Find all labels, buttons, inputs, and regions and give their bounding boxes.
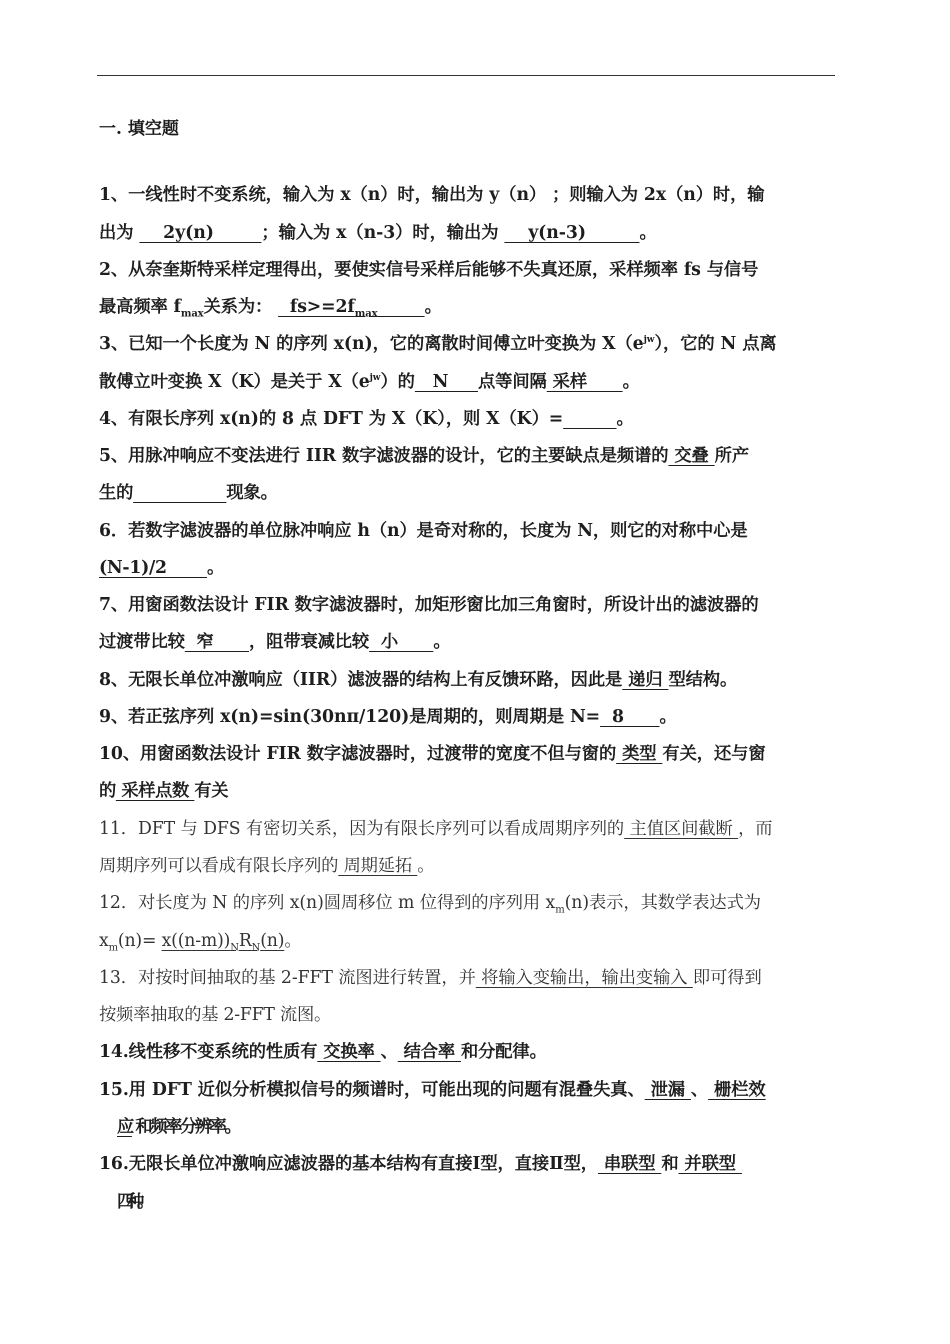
q3-text-c: 散傅立叶变换 X（K）是关于 X（e (99, 372, 370, 392)
q5-answer-1: 交叠 (668, 446, 715, 466)
q15-answer-2a: 栅栏效 (708, 1080, 766, 1100)
q5-line-1 (99, 443, 839, 469)
q7-text-d: 。 (433, 632, 451, 652)
q4-answer (563, 409, 616, 429)
q15-text-c: 和频率分辨率。 (135, 1117, 240, 1137)
q6-line-2 (99, 555, 839, 581)
q8-text-b: 型结构。 (668, 670, 738, 690)
q2-line-1 (99, 257, 839, 283)
q9-line-1 (99, 704, 839, 730)
q7-answer-2: 小 (369, 632, 434, 652)
q9-answer: 8 (600, 707, 660, 727)
q1-answer-2: y(n-3) (504, 223, 640, 243)
q16-line-2 (117, 1189, 857, 1215)
q12-text-d: (n)= (117, 931, 157, 951)
q2-answer-text: fs>=2f (278, 297, 355, 317)
q6-answer: (N-1)/2 (99, 558, 208, 578)
q1-text-c: ；输入为 x（n-3）时，输出为 (261, 223, 499, 243)
q16-line-1 (99, 1151, 839, 1177)
q2-answer-blank (377, 297, 424, 317)
q11-line-1 (99, 816, 839, 842)
q5-text-c: 生的 (99, 483, 134, 503)
q16-answer-2: 并联型 (678, 1154, 742, 1174)
q13-text-c: 按频率抽取的基 2-FFT 流图。 (99, 1005, 332, 1025)
header-rule (97, 75, 835, 76)
q1-text: 1、一线性时不变系统，输入为 x（n）时，输出为 y（n） ；则输入为 2x（n）时，输 (99, 185, 765, 205)
q10-text-d: 有关 (194, 781, 229, 801)
q2-subscript: max (180, 308, 204, 320)
q14-answer-1: 交换率 (317, 1042, 381, 1062)
q11-text-b: ，而 (738, 819, 773, 839)
q10-line-1 (99, 741, 839, 767)
q2-answer-subscript: max (354, 308, 378, 320)
q12-text: 12．对长度为 N 的序列 x(n)圆周移位 m 位得到的序列用 x (99, 893, 556, 913)
q2-text: 2、从奈奎斯特采样定理得出，要使实信号采样后能够不失真还原，采样频率 fs 与信号 (99, 260, 759, 280)
q13-line-1 (99, 965, 839, 991)
q7-answer-1: 窄 (184, 632, 250, 652)
q12-text-c: x (99, 931, 109, 951)
q15-answer-1: 泄漏 (644, 1080, 691, 1100)
q14-text-b: 、 (380, 1042, 398, 1062)
q10-answer-1: 类型 (616, 744, 663, 764)
q15-text-b: 、 (690, 1080, 709, 1100)
q11-text: 11．DFT 与 DFS 有密切关系，因为有限长序列可以看成周期序列的 (99, 819, 625, 839)
q12-answer-sub-2: N (251, 942, 261, 954)
q8-text: 8、无限长单位冲激响应（IIR）滤波器的结构上有反馈环路，因此是 (99, 670, 623, 690)
q14-answer-2: 结合率 (397, 1042, 461, 1062)
q15-line-2 (117, 1114, 857, 1140)
q12-subscript-1: m (555, 904, 565, 916)
q10-text-c: 的 (99, 781, 116, 801)
q15-answer-2b: 应 (117, 1117, 132, 1137)
q5-line-2 (99, 480, 839, 506)
q13-answer: 将输入变输出，输出变输入 (475, 968, 693, 988)
q7-line-1 (99, 592, 839, 618)
q8-answer: 递归 (622, 670, 669, 690)
q3-text-e: 点等间隔 (477, 372, 547, 392)
q12-text-b: (n)表示，其数学表达式为 (564, 893, 761, 913)
q2-answer (278, 297, 425, 320)
q14-line-1 (99, 1039, 839, 1065)
q12-answer-sub-1: N (230, 942, 239, 954)
q5-text-d: 现象。 (226, 483, 278, 503)
q2-text-d: 。 (424, 297, 442, 317)
q4-text-b: 。 (616, 409, 634, 429)
q1-line-2 (99, 220, 839, 246)
q1-answer-1: 2y(n) (139, 223, 262, 243)
q9-text-b: 。 (659, 707, 677, 727)
q2-line-2 (99, 294, 839, 320)
q10-text-b: 有关，还与窗 (662, 744, 766, 764)
q6-text: 6．若数字滤波器的单位脉冲响应 h（n）是奇对称的，长度为 N，则它的对称中心是 (99, 521, 748, 541)
q10-answer-2: 采样点数 (115, 781, 195, 801)
q8-line-1 (99, 667, 839, 693)
q3-text-d: ）的 (380, 372, 415, 392)
section-heading: 一. 填空题 (99, 119, 179, 139)
q11-line-2 (99, 853, 839, 879)
q11-answer-2: 周期延拓 (338, 856, 418, 876)
q2-text-b: 最高频率 f (99, 297, 181, 317)
q11-answer-1: 主值区间截断 (624, 819, 739, 839)
q1-line-1 (99, 182, 839, 208)
q12-answer-a: x((n-m)) (161, 931, 231, 951)
q3-superscript-1: jw (643, 335, 655, 346)
q6-text-b: 。 (207, 558, 225, 578)
q3-text-b: ），它的 N 点离 (654, 334, 777, 354)
q7-text-c: ，阻带衰减比较 (249, 632, 370, 652)
q7-text: 7、用窗函数法设计 FIR 数字滤波器时，加矩形窗比加三角窗时，所设计出的滤波器的 (99, 595, 759, 615)
q3-answer-2: 采样 (546, 372, 623, 392)
q12-subscript-2: m (108, 942, 118, 954)
q5-text-b: 所产 (714, 446, 750, 466)
q16-answer-1: 串联型 (597, 1154, 662, 1174)
q3-text-f: 。 (622, 372, 640, 392)
q3-line-2 (99, 369, 839, 395)
q13-line-2 (99, 1002, 839, 1028)
q10-line-2 (99, 778, 839, 804)
q16-text-c: 四种。 (117, 1192, 147, 1212)
q2-text-c: 关系为： (203, 297, 273, 317)
q13-text-b: 即可得到 (692, 968, 762, 988)
q1-text-d: 。 (639, 223, 657, 243)
q14-text: 14.线性移不变系统的性质有 (99, 1042, 318, 1062)
q12-answer (161, 931, 285, 954)
q10-text: 10、用窗函数法设计 FIR 数字滤波器时，过渡带的宽度不但与窗的 (99, 744, 617, 764)
q3-superscript-2: jw (369, 373, 381, 384)
q13-text: 13．对按时间抽取的基 2-FFT 流图进行转置，并 (99, 968, 476, 988)
q4-text: 4、有限长序列 x(n)的 8 点 DFT 为 X（K），则 X（K）= (99, 409, 564, 429)
q12-line-1 (99, 890, 839, 916)
q3-line-1 (99, 331, 839, 357)
q15-text: 15.用 DFT 近似分析模拟信号的频谱时，可能出现的问题有混叠失真、 (99, 1080, 645, 1100)
q11-text-c: 周期序列可以看成有限长序列的 (99, 856, 339, 876)
q12-answer-b: R (238, 931, 252, 951)
q14-text-c: 和分配律。 (460, 1042, 547, 1062)
q9-text: 9、若正弦序列 x(n)=sin(30nπ/120)是周期的，则周期是 N= (99, 707, 601, 727)
q6-line-1 (99, 518, 839, 544)
q1-text-b: 出为 (99, 223, 134, 243)
q12-answer-c: (n) (260, 931, 285, 951)
q16-text-b: 和 (661, 1154, 679, 1174)
q7-line-2 (99, 629, 839, 655)
q3-text: 3、已知一个长度为 N 的序列 x(n)，它的离散时间傅立叶变换为 X（e (99, 334, 644, 354)
q3-answer-1: N (414, 372, 478, 392)
q11-text-d: 。 (417, 856, 435, 876)
q5-text: 5、用脉冲响应不变法进行 IIR 数字滤波器的设计，它的主要缺点是频谱的 (99, 446, 669, 466)
q12-line-2 (99, 928, 839, 954)
q5-answer-2 (133, 483, 226, 503)
q4-line-1 (99, 406, 839, 432)
q12-text-e: 。 (284, 931, 302, 951)
q15-line-1 (99, 1077, 839, 1103)
q16-text: 16.无限长单位冲激响应滤波器的基本结构有直接Ⅰ型，直接Ⅱ型， (99, 1154, 598, 1174)
q7-text-b: 过渡带比较 (99, 632, 185, 652)
